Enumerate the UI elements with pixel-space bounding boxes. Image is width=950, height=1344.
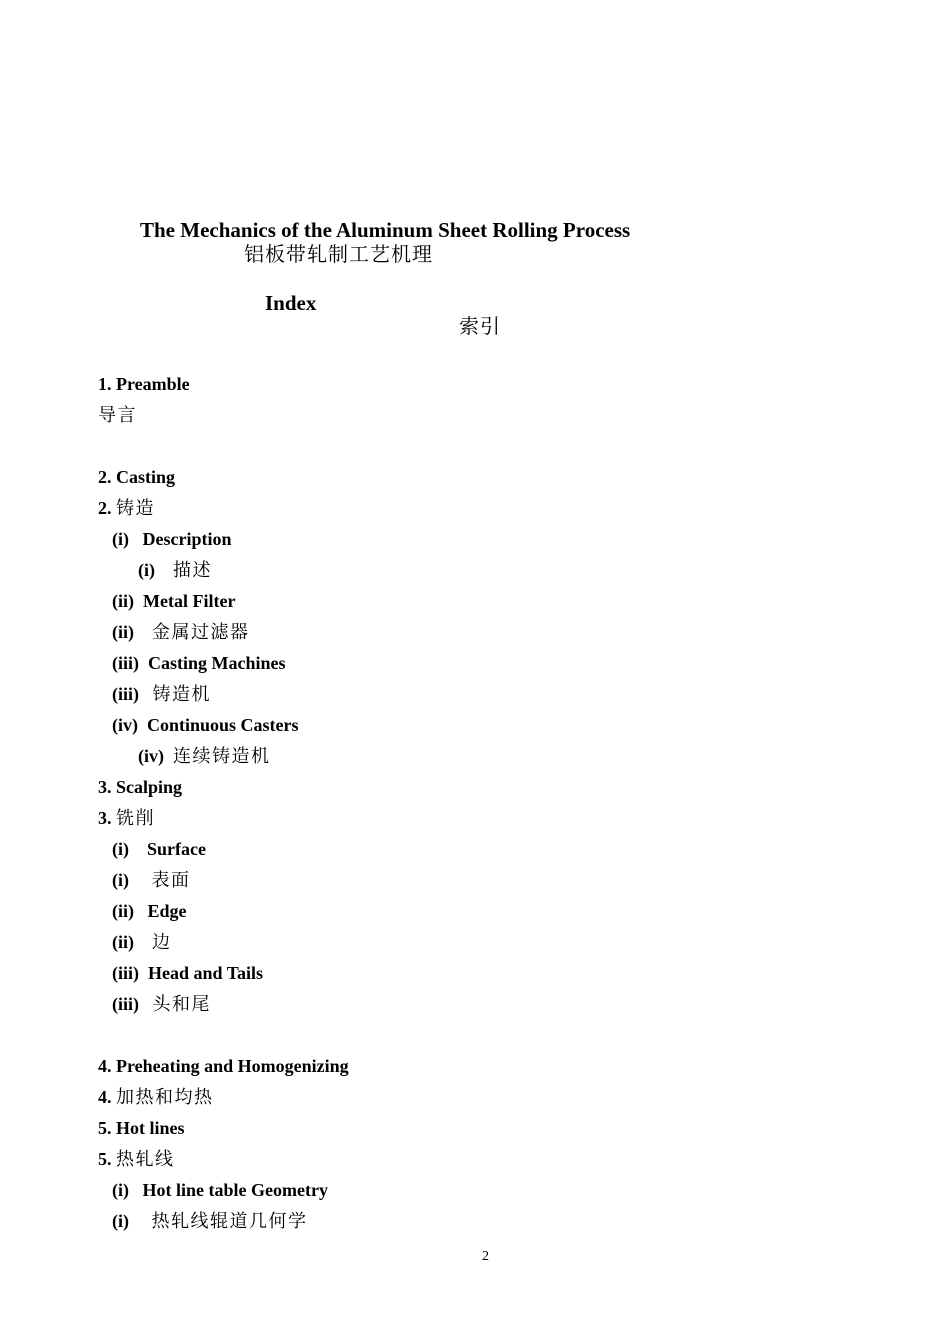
index-entry-casting-machines: (iii) Casting Machines: [112, 653, 286, 673]
index-entry-hot-lines-zh: 5. 热轧线: [98, 1149, 175, 1170]
index-entry-preamble-zh: 导言: [98, 405, 137, 426]
index-entry-description-zh: (i) 描述: [138, 560, 212, 581]
index-entry-scalping-zh: 3. 铣削: [98, 808, 155, 829]
index-heading: Index: [265, 291, 317, 315]
index-entry-hot-line-table-geometry-zh: (i) 热轧线辊道几何学: [112, 1211, 308, 1232]
document-title: The Mechanics of the Aluminum Sheet Rolling Process: [140, 218, 631, 242]
index-entry-description: (i) Description: [112, 529, 232, 549]
index-entry-head-and-tails: (iii) Head and Tails: [112, 963, 264, 983]
index-entry-preamble: 1. Preamble: [98, 374, 190, 394]
index-entry-surface: (i) Surface: [112, 839, 206, 859]
index-entry-casting-machines-zh: (iii) 铸造机: [112, 684, 211, 705]
page-number: 2: [482, 1249, 489, 1264]
index-entry-casting-zh: 2. 铸造: [98, 498, 155, 519]
index-entry-metal-filter: (ii) Metal Filter: [112, 591, 236, 611]
index-entry-surface-zh: (i) 表面: [112, 870, 191, 891]
index-entry-hot-lines: 5. Hot lines: [98, 1118, 185, 1138]
index-entry-continuous-casters-zh: (iv) 连续铸造机: [138, 746, 271, 767]
index-entry-hot-line-table-geometry: (i) Hot line table Geometry: [112, 1180, 328, 1200]
document-title-chinese: 铝板带轧制工艺机理: [244, 242, 433, 266]
index-entry-continuous-casters: (iv) Continuous Casters: [112, 715, 299, 735]
index-entry-preheating: 4. Preheating and Homogenizing: [98, 1056, 349, 1076]
index-entry-casting: 2. Casting: [98, 467, 176, 487]
index-heading-chinese: 索引: [459, 314, 501, 338]
index-entry-scalping: 3. Scalping: [98, 777, 183, 797]
index-entry-head-and-tails-zh: (iii) 头和尾: [112, 994, 211, 1015]
index-entry-metal-filter-zh: (ii) 金属过滤器: [112, 622, 250, 643]
index-entry-edge-zh: (ii) 边: [112, 932, 172, 953]
index-entry-preheating-zh: 4. 加热和均热: [98, 1087, 214, 1108]
index-entry-edge: (ii) Edge: [112, 901, 187, 921]
